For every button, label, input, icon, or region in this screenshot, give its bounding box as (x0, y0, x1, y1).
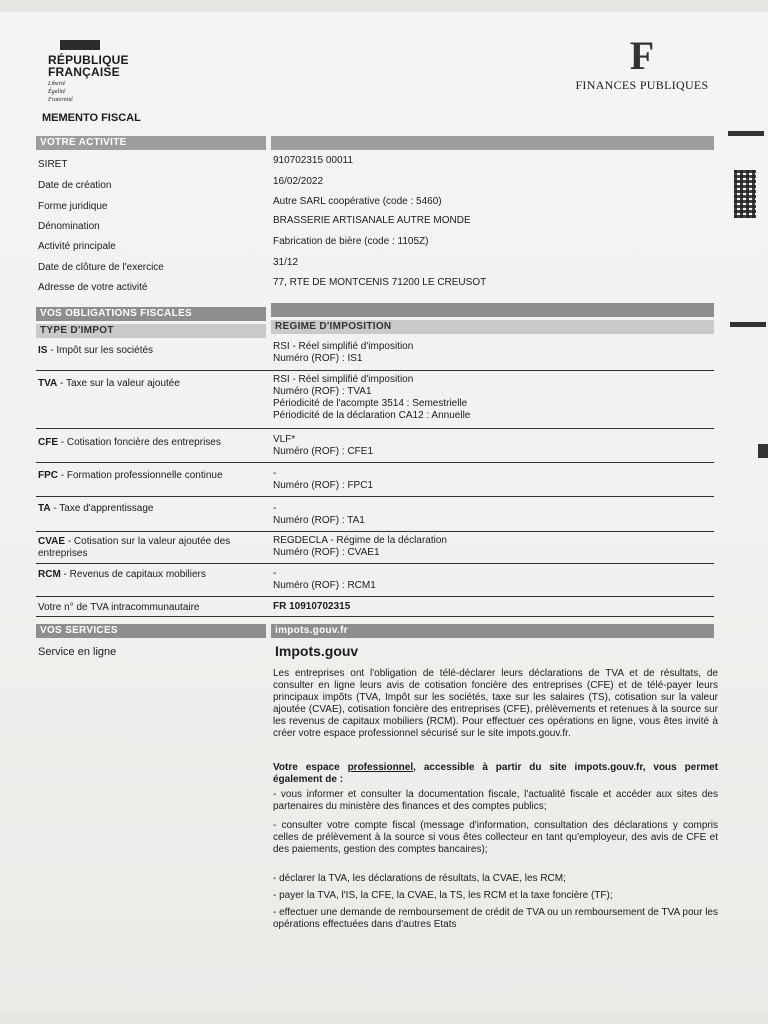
republique-francaise-logo (48, 40, 168, 103)
label-denomination: Dénomination (38, 221, 100, 232)
finances-publiques-logo (572, 33, 712, 93)
value-forme-juridique: Autre SARL coopérative (code : 5460) (273, 196, 442, 207)
label-cloture: Date de clôture de l'exercice (38, 262, 164, 273)
value-cloture: 31/12 (273, 257, 299, 268)
obl-cvae-regime: REGDECLA - Régime de la déclaration Numéro (ROF) : CVAE1 (273, 535, 447, 558)
obl-ta-regime: - Numéro (ROF) : TA1 (273, 503, 365, 526)
label-forme-juridique: Forme juridique (38, 201, 108, 212)
marianne-flag-icon (60, 40, 100, 50)
divider (36, 616, 714, 617)
margin-mark (730, 322, 766, 327)
divider (36, 370, 714, 371)
divider (36, 462, 714, 463)
bullet-documentation: - vous informer et consulter la documentation fiscale, l'actualité fiscale et accéder aux sites des partenaires du ministère des finances et des comptes publics; (273, 789, 718, 812)
obl-cvae-label: CVAE - Cotisation sur la valeur ajoutée des entreprises (38, 536, 231, 559)
bullet-compte-fiscal: - consulter votre compte fiscal (message d'information, consultation des déclarations y compris celles de prélèvement à la source si vous êtes collecteur en tant qu'employeur, des avis de CFE et des paiements, gestion des comptes bancaires); (273, 820, 718, 855)
col-regime: REGIME D'IMPOSITION (271, 320, 714, 334)
espace-pro-heading: Votre espace professionnel, accessible à partir du site impots.gouv.fr, vous permet également de : (273, 762, 718, 785)
label-date-creation: Date de création (38, 180, 112, 191)
label-adresse: Adresse de votre activité (38, 282, 148, 293)
label-siret: SIRET (38, 159, 68, 170)
motto-1: Liberté (48, 81, 66, 87)
divider (36, 596, 714, 597)
margin-mark (728, 131, 764, 136)
obl-cfe-regime: VLF* Numéro (ROF) : CFE1 (273, 434, 374, 457)
section-services: VOS SERVICES (36, 624, 266, 638)
finances-publiques-text: FINANCES PUBLIQUES (575, 78, 709, 92)
qr-code-icon (734, 170, 756, 218)
motto-2: Égalité (48, 89, 66, 95)
impots-gouv-title: Impots.gouv (275, 643, 359, 659)
value-date-creation: 16/02/2022 (273, 176, 324, 187)
divider (36, 563, 714, 564)
label-activite: Activité principale (38, 241, 116, 252)
value-adresse: 77, RTE DE MONTCENIS 71200 LE CREUSOT (273, 277, 487, 288)
obl-cfe-label: CFE - Cotisation foncière des entreprises (38, 437, 221, 448)
impots-site-bar: impots.gouv.fr (271, 624, 714, 638)
obl-rcm-regime: - Numéro (ROF) : RCM1 (273, 568, 376, 591)
motto-3: Fraternité (48, 97, 73, 103)
value-denomination: BRASSERIE ARTISANALE AUTRE MONDE (273, 215, 471, 226)
rf-line-1: RÉPUBLIQUE (48, 53, 129, 67)
services-intro: Les entreprises ont l'obligation de télé-déclarer leurs déclarations de TVA et de résultats, de consulter en ligne leurs avis de cotisation foncière des entreprises (CFE) et de télé-payer leurs principaux impôts (TVA, Impôt sur les sociétés, taxe sur les salaires (TS), cotisation sur la valeur ajoutée (CVAE), cotisation foncière des entreprises (CFE), prélèvements et retenues à la source sur les revenus de capitaux mobiliers (RCM). Pour effectuer ces opérations en ligne, vous êtes invité à créer votre espace professionnel sécurisé sur le site impots.gouv.fr. (273, 668, 718, 739)
section-obligations-right (271, 303, 714, 317)
service-en-ligne-label: Service en ligne (38, 646, 117, 658)
section-obligations: VOS OBLIGATIONS FISCALES (36, 307, 266, 321)
bullet-payer: - payer la TVA, l'IS, la CFE, la CVAE, la TS, les RCM et la taxe foncière (TF); (273, 890, 613, 901)
obl-rcm-label: RCM - Revenus de capitaux mobiliers (38, 569, 206, 580)
obl-is-label: IS - Impôt sur les sociétés (38, 345, 154, 356)
rf-line-2: FRANÇAISE (48, 65, 120, 79)
obl-fpc-regime: - Numéro (ROF) : FPC1 (273, 468, 374, 491)
value-activite: Fabrication de bière (code : 1105Z) (273, 236, 429, 247)
bullet-declarer: - déclarer la TVA, les déclarations de résultats, la CVAE, les RCM; (273, 873, 566, 884)
section-activite: VOTRE ACTIVITE (36, 136, 266, 150)
section-activite-right (271, 136, 714, 150)
divider (36, 428, 714, 429)
fp-monogram-icon: F (629, 33, 655, 78)
obl-is-regime: RSI - Réel simplifié d'imposition Numéro (ROF) : IS1 (273, 341, 414, 364)
divider (36, 531, 714, 532)
obl-tva-regime: RSI - Réel simplifié d'imposition Numéro (ROF) : TVA1 Périodicité de l'acompte 3514 : Semestrielle Périodicité de la déclaration CA12 : Annuelle (273, 374, 471, 421)
col-type-impot: TYPE D'IMPOT (36, 324, 266, 338)
tva-intra-value: FR 10910702315 (273, 601, 351, 612)
bullet-remboursement: - effectuer une demande de remboursement de crédit de TVA ou un remboursement de TVA pour les opérations effectuées dans d'autres Etats (273, 907, 718, 930)
value-siret: 910702315 00011 (273, 155, 353, 166)
tva-intra-label: Votre n° de TVA intracommunautaire (38, 602, 200, 613)
margin-mark (758, 444, 768, 458)
obl-fpc-label: FPC - Formation professionnelle continue (38, 470, 223, 481)
divider (36, 496, 714, 497)
memento-title: MEMENTO FISCAL (42, 112, 141, 124)
obl-ta-label: TA - Taxe d'apprentissage (38, 503, 154, 514)
obl-tva-label: TVA - Taxe sur la valeur ajoutée (38, 378, 180, 389)
